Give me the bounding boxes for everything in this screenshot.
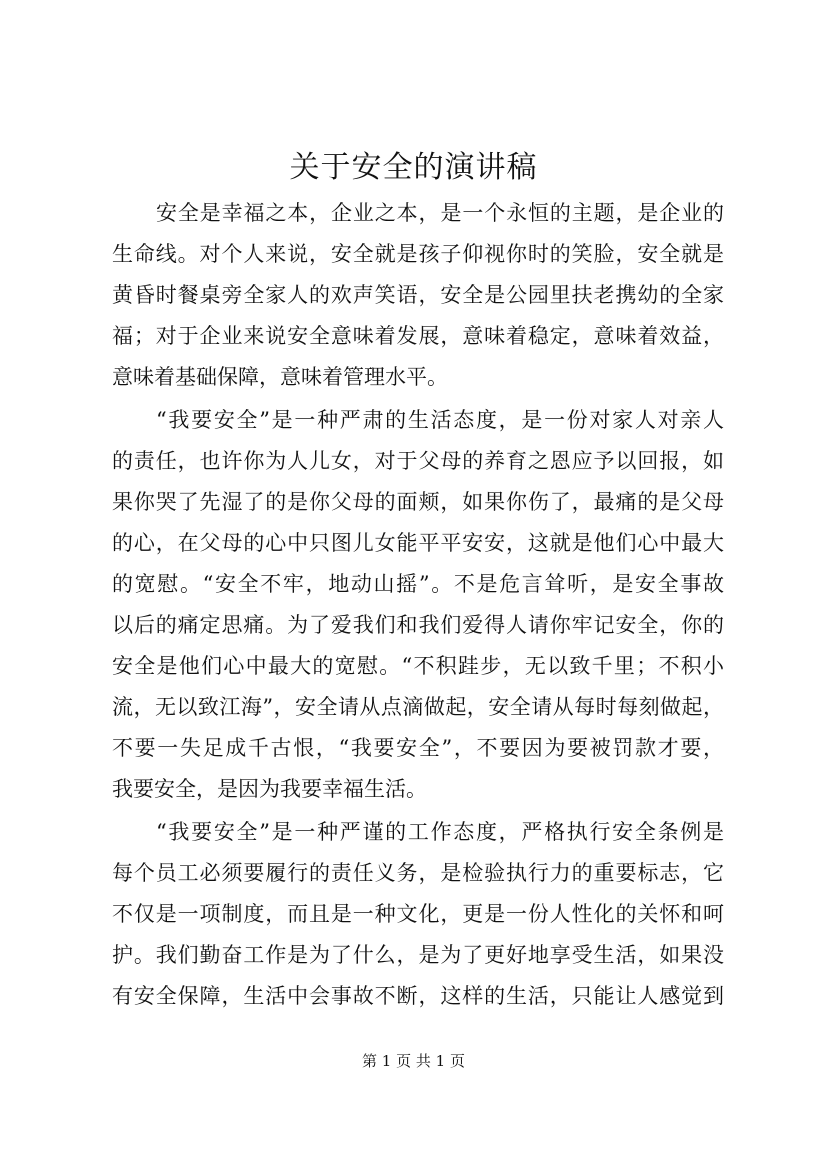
text-line: 福；对于企业来说安全意味着发展，意味着稳定，意味着效益， — [112, 324, 724, 348]
document-body — [112, 193, 724, 1017]
page-footer: 第 1 页 共 1 页 — [362, 1052, 465, 1070]
text-line: “我要安全”是一种严肃的生活态度，是一份对家人对亲人 — [156, 408, 724, 432]
text-line: 安全是他们心中最大的宽慰。“不积跬步，无以致千里；不积小 — [112, 654, 724, 678]
text-line: 护。我们勤奋工作是为了什么，是为了更好地享受生活，如果没 — [112, 943, 724, 967]
text-line: 意味着基础保障，意味着管理水平。 — [112, 365, 448, 389]
text-line: 的心，在父母的心中只图儿女能平平安安，这就是他们心中最大 — [112, 531, 724, 555]
text-line: 流，无以致江海”，安全请从点滴做起，安全请从每时每刻做起， — [112, 695, 724, 719]
text-line: 我要安全，是因为我要幸福生活。 — [112, 777, 427, 801]
text-line: 果你哭了先湿了的是你父母的面颊，如果你伤了，最痛的是父母 — [112, 490, 724, 514]
text-line: 每个员工必须要履行的责任义务，是检验执行力的重要标志，它 — [112, 861, 724, 885]
paragraph-1 — [112, 193, 724, 398]
document-title: 关于安全的演讲稿 — [289, 150, 538, 185]
text-line: 不要一失足成千古恨，“我要安全”，不要因为要被罚款才要， — [112, 736, 724, 760]
text-line: 以后的痛定思痛。为了爱我们和我们爱得人请你牢记安全，你的 — [112, 613, 724, 637]
text-line: 安全是幸福之本，企业之本，是一个永恒的主题，是企业的 — [156, 201, 724, 225]
text-line: 的责任，也许你为人儿女，对于父母的养育之恩应予以回报，如 — [112, 449, 724, 473]
text-line: 生命线。对个人来说，安全就是孩子仰视你时的笑脸，安全就是 — [112, 242, 724, 266]
text-line: 不仅是一项制度，而且是一种文化，更是一份人性化的关怀和呵 — [112, 902, 724, 926]
text-line: 的宽慰。“安全不牢，地动山摇”。不是危言耸听，是安全事故 — [112, 572, 724, 596]
paragraph-3 — [112, 812, 724, 1017]
text-line: 黄昏时餐桌旁全家人的欢声笑语，安全是公园里扶老携幼的全家 — [112, 283, 724, 307]
text-line: “我要安全”是一种严谨的工作态度，严格执行安全条例是 — [156, 820, 724, 844]
text-line: 有安全保障，生活中会事故不断，这样的生活，只能让人感觉到 — [112, 984, 724, 1008]
paragraph-2 — [112, 400, 724, 810]
